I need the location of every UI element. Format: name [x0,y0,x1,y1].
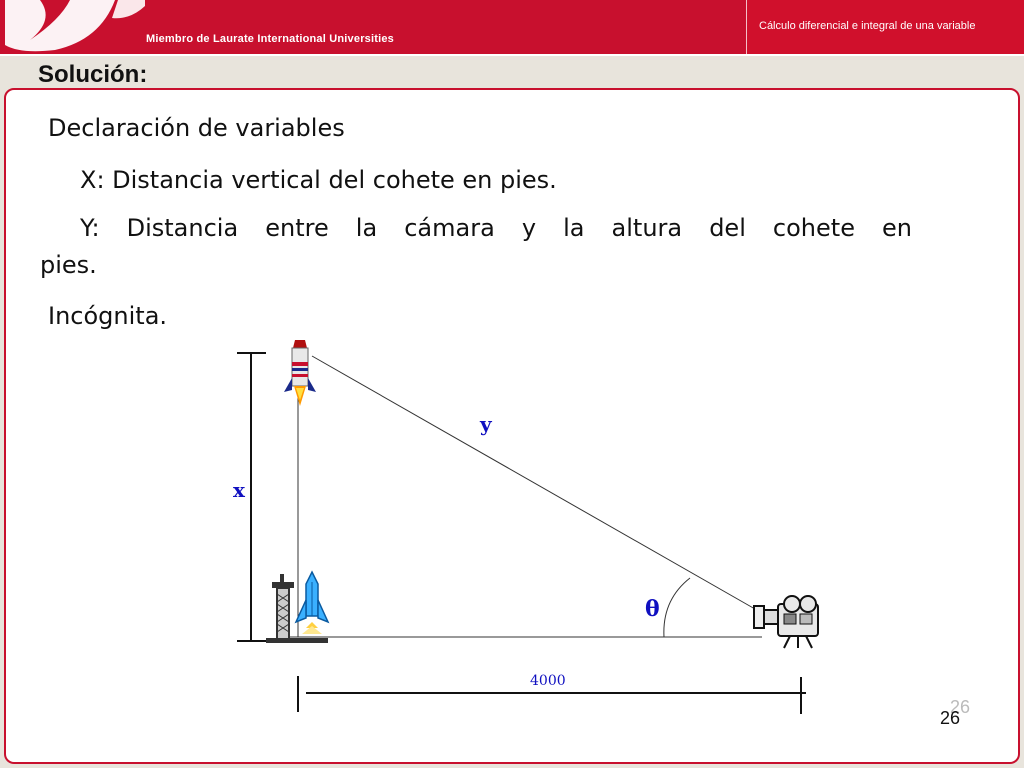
slide-title: Solución: [38,61,148,88]
variable-y-definition-line1: Y: Distancia entre la cámara y la altura del cohete en [80,214,912,242]
university-tagline: Miembro de Laurate International Universities [146,33,395,45]
variable-y-definition-line2: pies. [40,251,97,279]
section-variables-heading: Declaración de variables [48,114,345,142]
camera-icon [754,596,818,648]
angle-arc [664,578,690,637]
label-y: y [480,412,492,436]
course-title: Cálculo diferencial e integral de una variable [759,20,976,32]
variable-x-definition: X: Distancia vertical del cohete en pies. [80,166,557,194]
hypotenuse-line [312,356,762,613]
rocket-icon [284,340,316,406]
page-number-ghost: 26 [950,697,971,717]
label-x: x [233,478,245,502]
label-theta: θ [645,596,660,622]
label-base-distance: 4000 [530,673,566,689]
page-number: 26 [940,708,961,728]
shuttle-icon [296,572,328,634]
section-unknown-heading: Incógnita. [48,302,168,330]
